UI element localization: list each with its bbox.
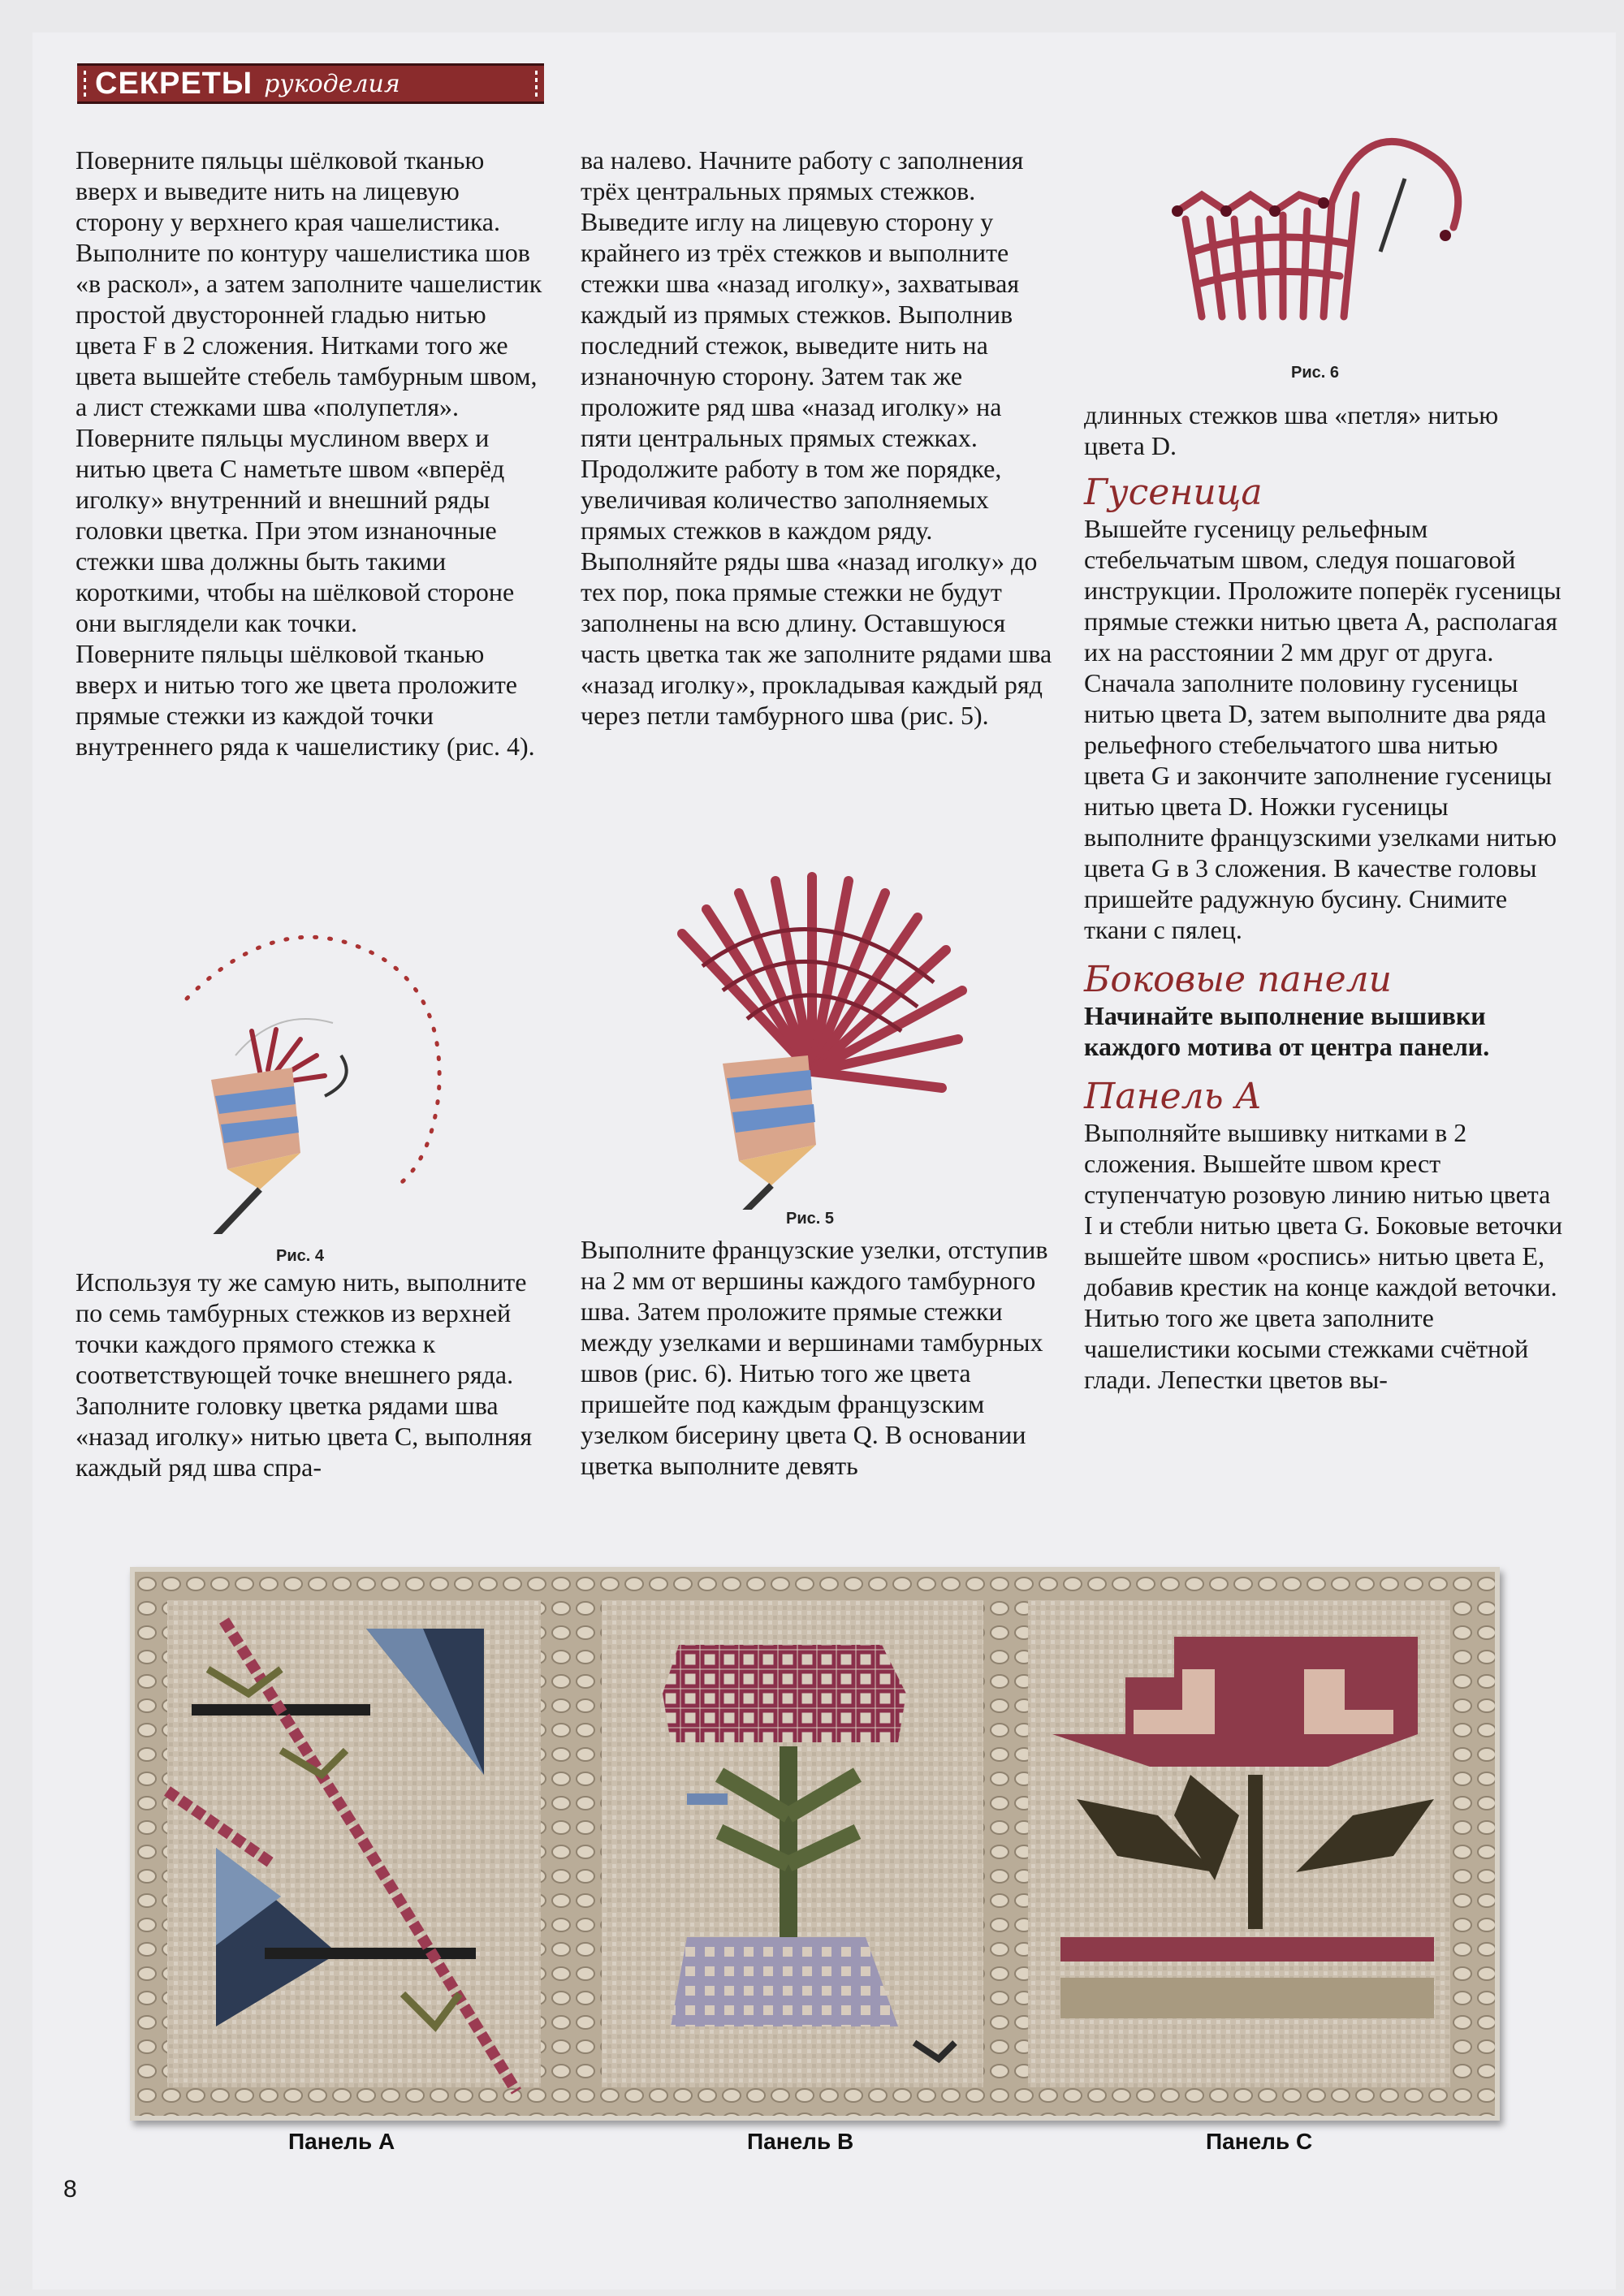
column-1-top (76, 145, 546, 762)
heading-side-panels: Боковые панели (1084, 959, 1393, 1000)
figure-4-caption: Рис. 4 (276, 1247, 324, 1265)
figure-6-caption: Рис. 6 (1291, 364, 1339, 382)
paragraph: Вышейте гусеницу рельефным стебельчатым швом, следуя пошаговой инструкции. Проложите поперёк гусеницы прямые стежки нитью цвета A, располагая их на расстоянии 2 мм друг от друга. Сначала заполните половину гусеницы нитью цвета D, затем выполните два ряда рельефного стебельчатого шва нитью цвета G и закончите заполнение гусеницы нитью цвета D. Ножки гусеницы выполните французскими узелками нитью цвета G в 3 сложения. В качестве головы пришейте радужную бусину. Снимите ткани с пялец. (1084, 514, 1561, 944)
section-header (77, 63, 544, 104)
panel-a-label: Панель А (288, 2129, 395, 2154)
paragraph: Выполните французские узелки, отступив на 2 мм от вершины каждого тамбурного шва. Затем проложите прямые стежки между узелками и вершинами тамбурных швов (рис. 6). Нитью того же цвета пришейте под каждым французским узелком бисерину цвета Q. В основании цветка выполните девять (581, 1235, 1048, 1480)
paragraph: Используя ту же самую нить, выполните по семь тамбурных стежков из верхней точки каждого прямого стежка к соответствующей точке внешнего ряда. (76, 1267, 527, 1389)
column-3 (1084, 399, 1563, 1395)
embroidery-panels-image (135, 1572, 1495, 2116)
panel-b-label: Панель В (747, 2129, 854, 2154)
section-subtitle: рукоделия (264, 69, 400, 98)
paragraph-bold: Начинайте выполнение вышивки каждого мотива от центра панели. (1084, 1001, 1490, 1061)
figure-6-illustration (1161, 130, 1502, 341)
paragraph: Поверните пяльцы муслином вверх и нитью цвета C наметьте швом «вперёд иголку» внутренний и внешний ряды головки цветка. При этом изнаночные стежки шва должны быть такими короткими, чтобы на шёлковой стороне они выглядели как точки. (76, 423, 515, 637)
figure-5-caption: Рис. 5 (786, 1210, 834, 1228)
section-title: СЕКРЕТЫ (95, 66, 253, 101)
paragraph: Выполняйте вышивку нитками в 2 сложения. Вышейте швом крест ступенчатую розовую линию нитью цвета I и стебли нитью цвета G. Боковые веточки вышейте швом «роспись» нитью цвета E, добавив крестик на конце каждой веточки. Нитью того же цвета заполните чашелистики косыми стежками счётной глади. Лепестки цветов вы- (1084, 1118, 1563, 1394)
column-2-top (581, 145, 1056, 731)
column-2-bottom (581, 1234, 1056, 1481)
figure-4-illustration (138, 909, 463, 1234)
column-1-bottom (76, 1267, 546, 1482)
paragraph: длинных стежков шва «петля» нитью цвета D. (1084, 400, 1499, 460)
panel-c-label: Панель С (1206, 2129, 1313, 2154)
page-number: 8 (63, 2176, 77, 2203)
paragraph: Заполните головку цветка рядами шва «назад иголку» нитью цвета C, выполняя каждый ряд шва спра- (76, 1391, 533, 1482)
figure-5-illustration (633, 869, 1023, 1210)
paragraph: Поверните пяльцы шёлковой тканью вверх и нитью того же цвета проложите прямые стежки из каждой точки внутреннего ряда к чашелистику (рис. 4). (76, 639, 535, 761)
paragraph: ва налево. Начните работу с заполнения трёх центральных прямых стежков. Выведите иглу на лицевую сторону у крайнего из трёх стежков и выполните стежки шва «назад иголку», захватывая каждый из прямых стежков. Выполнив последний стежок, выведите нить на изнаночную сторону. Затем так же проложите ряд шва «назад иголку» на пяти центральных прямых стежках. Продолжите работу в том же порядке, увеличивая количество заполняемых прямых стежков в каждом ряду. Выполняйте ряды шва «назад иголку» до тех пор, пока прямые стежки не будут заполнены на всю длину. Оставшуюся часть цветка так же заполните рядами шва «назад иголку», прокладывая каждый ряд через петли тамбурного шва (рис. 5). (581, 145, 1052, 730)
paragraph: Поверните пяльцы шёлковой тканью вверх и выведите нить на лицевую сторону у верхнего края чашелистика. Выполните по контуру чашелистика шов «в раскол», а затем заполните чашелистик простой двусторонней гладью нитью цвета F в 2 сложения. Нитками того же цвета вышейте стебель тамбурным швом, а лист стежками шва «полупетля». (76, 145, 542, 421)
embroidery-panels-photo (130, 1567, 1500, 2121)
heading-caterpillar: Гусеница (1084, 472, 1263, 513)
heading-panel-a: Панель А (1084, 1076, 1262, 1117)
